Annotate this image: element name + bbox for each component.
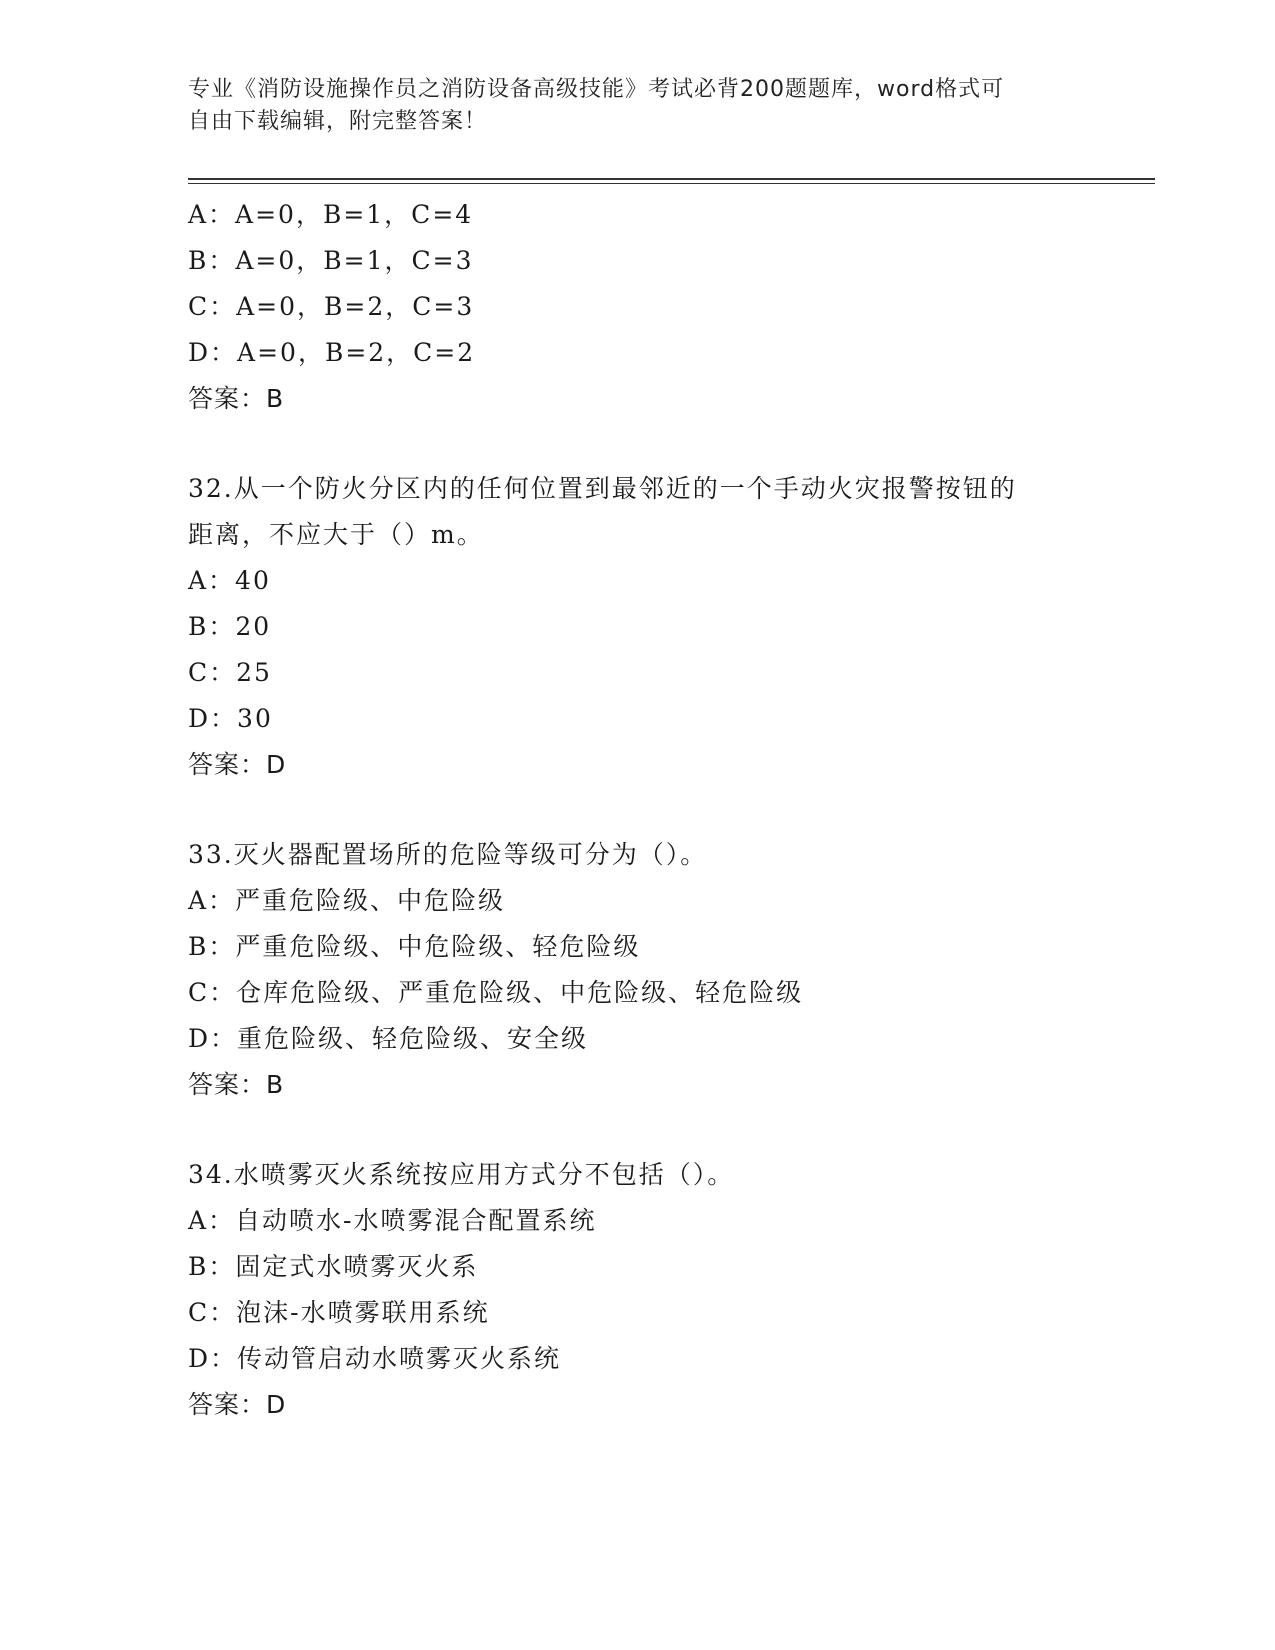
header-divider-thin: [188, 183, 1155, 184]
question-31: [188, 192, 1155, 422]
question-stem-continued: 距离，不应大于（）m。: [188, 520, 484, 549]
header-line-2: 自由下载编辑，附完整答案！: [188, 109, 488, 134]
option-a: A：40: [188, 566, 271, 595]
option-a: A：自动喷水-水喷雾混合配置系统: [188, 1206, 597, 1235]
question-stem: 33.灭火器配置场所的危险等级可分为（）。: [188, 840, 708, 869]
question-32: [188, 466, 1155, 788]
answer: 答案：D: [188, 1390, 287, 1419]
answer: 答案：B: [188, 384, 285, 413]
option-b: B：严重危险级、中危险级、轻危险级: [188, 932, 641, 961]
spacer: [188, 788, 1155, 832]
option-b: B：A=0，B=1，C=3: [188, 246, 474, 275]
option-b: B：固定式水喷雾灭火系: [188, 1252, 479, 1281]
header-line-1: 专业《消防设施操作员之消防设备高级技能》考试必背200题题库，word格式可: [188, 77, 1005, 102]
question-list: [188, 192, 1155, 1428]
option-d: D：A=0，B=2，C=2: [188, 338, 476, 367]
option-d: D：传动管启动水喷雾灭火系统: [188, 1344, 562, 1373]
option-d: D：30: [188, 704, 273, 733]
document-header: [188, 74, 1088, 138]
option-b: B：20: [188, 612, 272, 641]
header-divider-thick: [188, 178, 1155, 180]
question-stem: 34.水喷雾灭火系统按应用方式分不包括（）。: [188, 1160, 735, 1189]
answer: 答案：D: [188, 750, 287, 779]
option-c: C：25: [188, 658, 272, 687]
option-a: A：A=0，B=1，C=4: [188, 200, 474, 229]
question-stem: 32.从一个防火分区内的任何位置到最邻近的一个手动火灾报警按钮的: [188, 474, 1017, 503]
option-d: D：重危险级、轻危险级、安全级: [188, 1024, 589, 1053]
option-c: C：泡沫-水喷雾联用系统: [188, 1298, 490, 1327]
option-c: C：仓库危险级、严重危险级、中危险级、轻危险级: [188, 978, 804, 1007]
spacer: [188, 422, 1155, 466]
spacer: [188, 1108, 1155, 1152]
answer: 答案：B: [188, 1070, 285, 1099]
option-c: C：A=0，B=2，C=3: [188, 292, 475, 321]
question-33: [188, 832, 1155, 1108]
question-34: [188, 1152, 1155, 1428]
option-a: A：严重危险级、中危险级: [188, 886, 506, 915]
